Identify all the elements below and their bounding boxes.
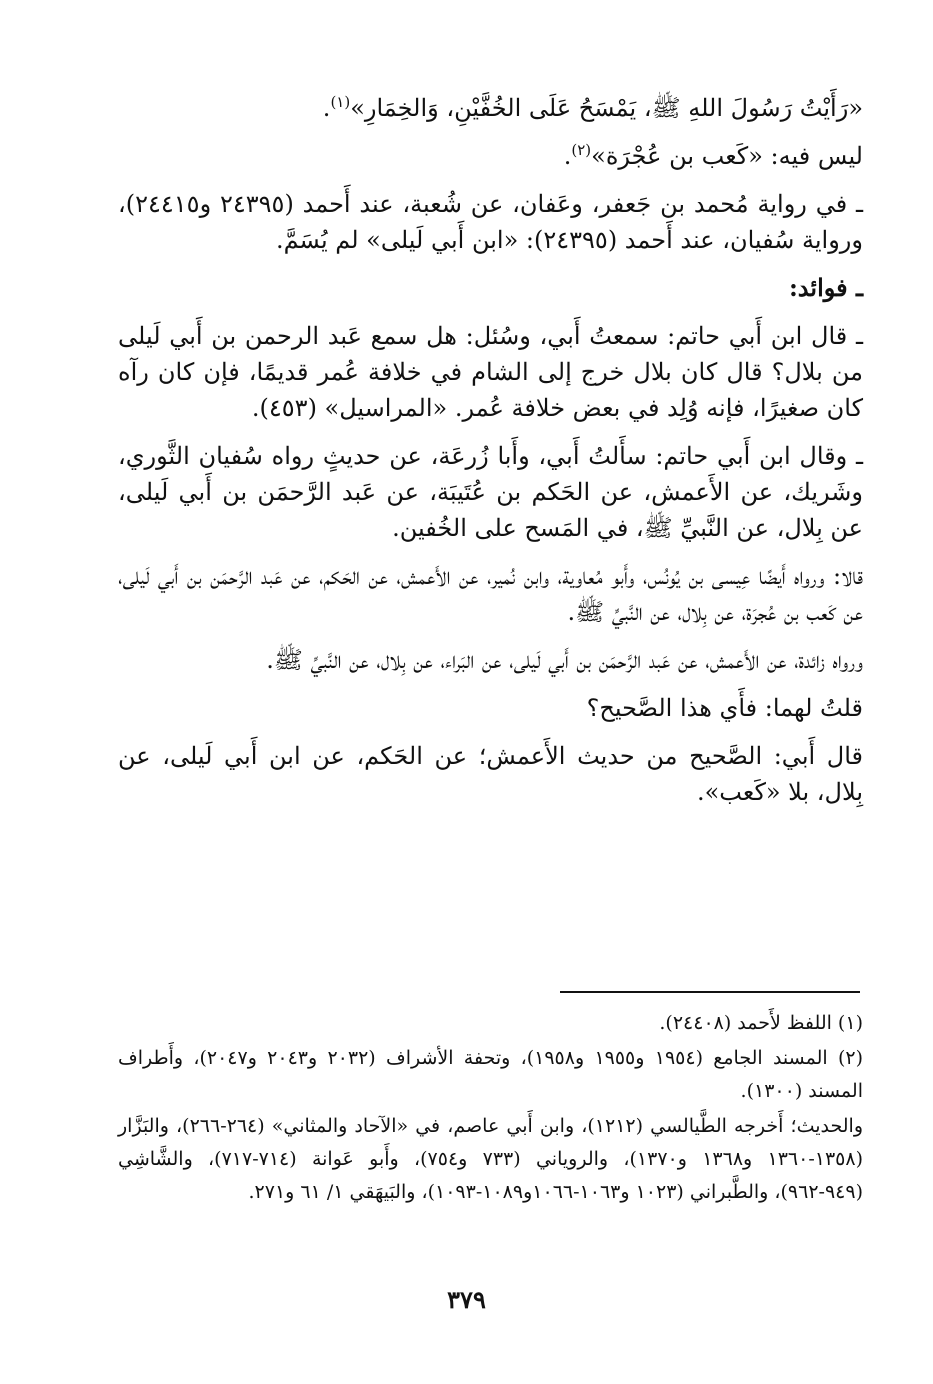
footnote-divider: [560, 991, 860, 993]
hadith-text: «رَأَيْتُ رَسُولَ اللهِ ﷺ، يَمْسَحُ عَلَى الخُفَّيْنِ، وَالخِمَارِ»: [350, 94, 863, 122]
hadith-end: .: [322, 94, 331, 122]
page-number: ٣٧٩: [447, 1285, 486, 1314]
footnote-1: (١) اللفظ لأَحمد (٢٤٤٠٨).: [659, 1012, 863, 1034]
question-line: قلتُ لهما: فأَي هذا الصَّحيح؟: [586, 694, 863, 722]
note-end: .: [563, 142, 572, 170]
footnotes: [118, 1007, 863, 1211]
note-text: ليس فيه: «كَعب بن عُجْرَة»: [591, 142, 863, 170]
section-heading: ـ فوائد:: [788, 273, 863, 302]
footnote-2-continued: والحديث؛ أَخرجه الطَّيالسي (١٢١٢)، وابن أَبي عاصم، في «الآحاد والمثاني» (٢٦٤-٢٦٦)، والبَزَّار (١٣٥٨-١٣٦٠ و١٣٦٨ و١٣٧٠)، والروياني (٧٣٣ و٧٥٤)، وأَبو عَوانة (٧١٤-٧١٧)، والشَّاشِي (٩٤٩-٩٦٢)، والطَّبراني (١٠٢٣ و١٠٦٣-١٠٦٦و١٠٨٩-١٠٩٣)، والبَيهَقي ١/ ٦١ و٢٧١.: [118, 1115, 864, 1203]
main-text: [118, 90, 863, 822]
hadith-quote: [118, 90, 863, 126]
benefit-paragraph-4: ورواه زائدة، عن الأَعمش، عن عَبد الرَّحمَن بن أَبي لَيلى، عن البَراء، عن بِلال، عن النَّبيِّ ﷺ.: [266, 646, 863, 674]
narration-paragraph: ـ في رواية مُحمد بن جَعفر، وعَفان، عن شُعبة، عند أَحمد (٢٤٣٩٥ و٢٤٤١٥)، ورواية سُفيان، عند أَحمد (٢٤٣٩٥): «ابن أَبي لَيلى» لم يُسَمَّ.: [118, 190, 864, 254]
benefit-paragraph-3: قالا: ورواه أَيضًا عِيسى بن يُونُس، وأَبو مُعاوية، وابن نُمير، عن الأَعمش، عن الحَكم، عن عَبد الرَّحمَن بن أَبي لَيلى، عن كَعب بن عُجرَة، عن بِلال، عن النَّبيِّ ﷺ.: [118, 562, 863, 626]
note-line: [118, 138, 863, 174]
answer-paragraph: قال أَبي: الصَّحيح من حديث الأَعمش؛ عن الحَكم، عن ابن أَبي لَيلى، عن بِلال، بلا «كَعب».: [118, 742, 863, 806]
footnote-2: (٢) المسند الجامع (١٩٥٤ و١٩٥٥ و١٩٥٨)، وتحفة الأشراف (٢٠٣٢ و٢٠٤٣ و٢٠٤٧)، وأَطراف المسند (١٣٠٠).: [118, 1047, 864, 1102]
benefit-paragraph-2: ـ وقال ابن أَبي حاتم: سأَلتُ أَبي، وأَبا زُرعَة، عن حديثٍ رواه سُفيان الثَّوري، وشَريك، عن الأَعمش، عن الحَكم بن عُتَيبَة، عن عَبد الرَّحمَن بن أَبي لَيلى، عن بِلال، عن النَّبيِّ ﷺ، في المَسح على الخُفين.: [118, 442, 863, 542]
footnote-ref-2: (٢): [571, 141, 592, 159]
footnote-ref-1: (١): [330, 93, 351, 111]
benefit-paragraph-1: ـ قال ابن أَبي حاتم: سمعتُ أَبي، وسُئل: هل سمع عَبد الرحمن بن أَبي لَيلى من بلال؟ قال كان بلال خرج إلى الشام في خلافة عُمر قديمًا، فإن كان رآه كان صغيرًا، فإنه وُلِد في بعض خلافة عُمر. «المراسيل» (٤٥٣).: [118, 322, 863, 422]
